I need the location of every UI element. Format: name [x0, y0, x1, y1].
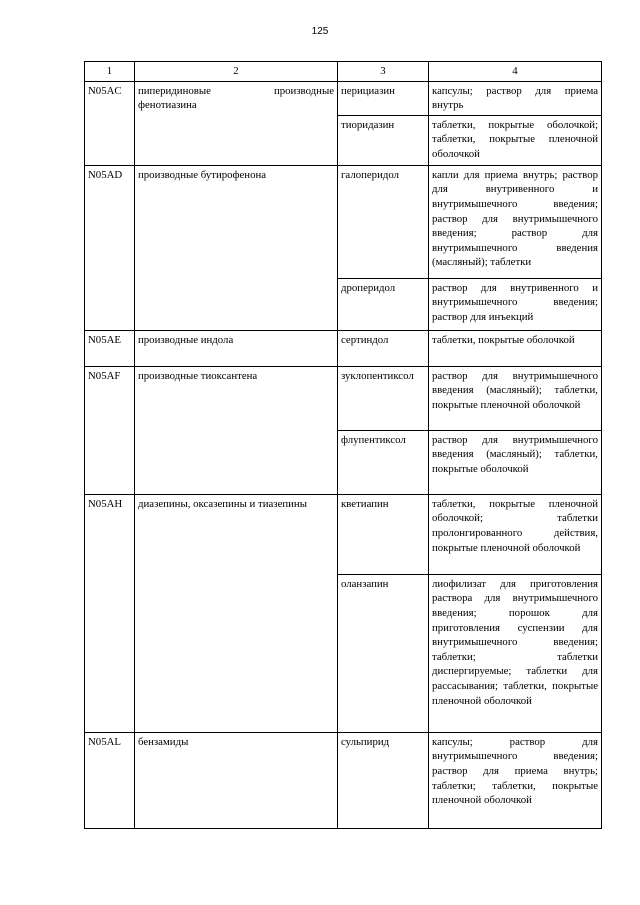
atc-code: N05AH: [85, 494, 135, 732]
table-row: [85, 330, 602, 366]
atc-group: производные индола: [135, 330, 338, 366]
atc-group: пиперидиновые производные фенотиазина: [135, 81, 338, 165]
atc-group: бензамиды: [135, 732, 338, 828]
table-header-row: [85, 62, 602, 82]
drug-name: кветиапин: [338, 494, 429, 574]
atc-group: производные бутирофенона: [135, 165, 338, 330]
dosage-form: капли для приема внутрь; раствор для внутривенного и внутримышечного введения; раствор для внутримышечного введения; раствор для внутримышечного введения (масляный); таблетки: [429, 165, 602, 278]
table-row: [85, 494, 602, 574]
dosage-form: раствор для внутримышечного введения (масляный); таблетки, покрытые пленочной оболочкой: [429, 366, 602, 430]
dosage-form: раствор для внутривенного и внутримышечного введения; раствор для инъекций: [429, 278, 602, 330]
atc-code: N05AF: [85, 366, 135, 494]
table-row: [85, 165, 602, 278]
drug-name: оланзапин: [338, 574, 429, 732]
drug-name: галоперидол: [338, 165, 429, 278]
dosage-form: капсулы; раствор для внутримышечного введения; раствор для приема внутрь; таблетки; таблетки, покрытые пленочной оболочкой: [429, 732, 602, 828]
page-number: 125: [311, 26, 329, 37]
column-header: 3: [338, 62, 429, 82]
atc-code: N05AC: [85, 81, 135, 165]
atc-code: N05AE: [85, 330, 135, 366]
column-header: 1: [85, 62, 135, 82]
atc-group: диазепины, оксазепины и тиазепины: [135, 494, 338, 732]
drug-name: сертиндол: [338, 330, 429, 366]
atc-code: N05AL: [85, 732, 135, 828]
table-row: [85, 81, 602, 115]
dosage-form: таблетки, покрытые оболочкой: [429, 330, 602, 366]
drug-name: перициазин: [338, 81, 429, 115]
drug-name: тиоридазин: [338, 115, 429, 165]
table-row: [85, 732, 602, 828]
drug-name: зуклопентиксол: [338, 366, 429, 430]
dosage-form: лиофилизат для приготовления раствора для внутримышечного введения; порошок для приготовления суспензии для внутримышечного введения; таблетки; таблетки диспергируемые; таблетки для рассасывания; таблетки, покрытые пленочной оболочкой: [429, 574, 602, 732]
dosage-form: таблетки, покрытые оболочкой; таблетки, покрытые пленочной оболочкой: [429, 115, 602, 165]
drug-name: флупентиксол: [338, 430, 429, 494]
drug-name: сульпирид: [338, 732, 429, 828]
table-row: [85, 366, 602, 430]
dosage-form: раствор для внутримышечного введения (масляный); таблетки, покрытые оболочкой: [429, 430, 602, 494]
atc-group: производные тиоксантена: [135, 366, 338, 494]
column-header: 2: [135, 62, 338, 82]
dosage-form: капсулы; раствор для приема внутрь: [429, 81, 602, 115]
atc-code: N05AD: [85, 165, 135, 330]
drug-table: [84, 61, 602, 829]
column-header: 4: [429, 62, 602, 82]
dosage-form: таблетки, покрытые пленочной оболочкой; таблетки пролонгированного действия, покрытые пленочной оболочкой: [429, 494, 602, 574]
drug-name: дроперидол: [338, 278, 429, 330]
